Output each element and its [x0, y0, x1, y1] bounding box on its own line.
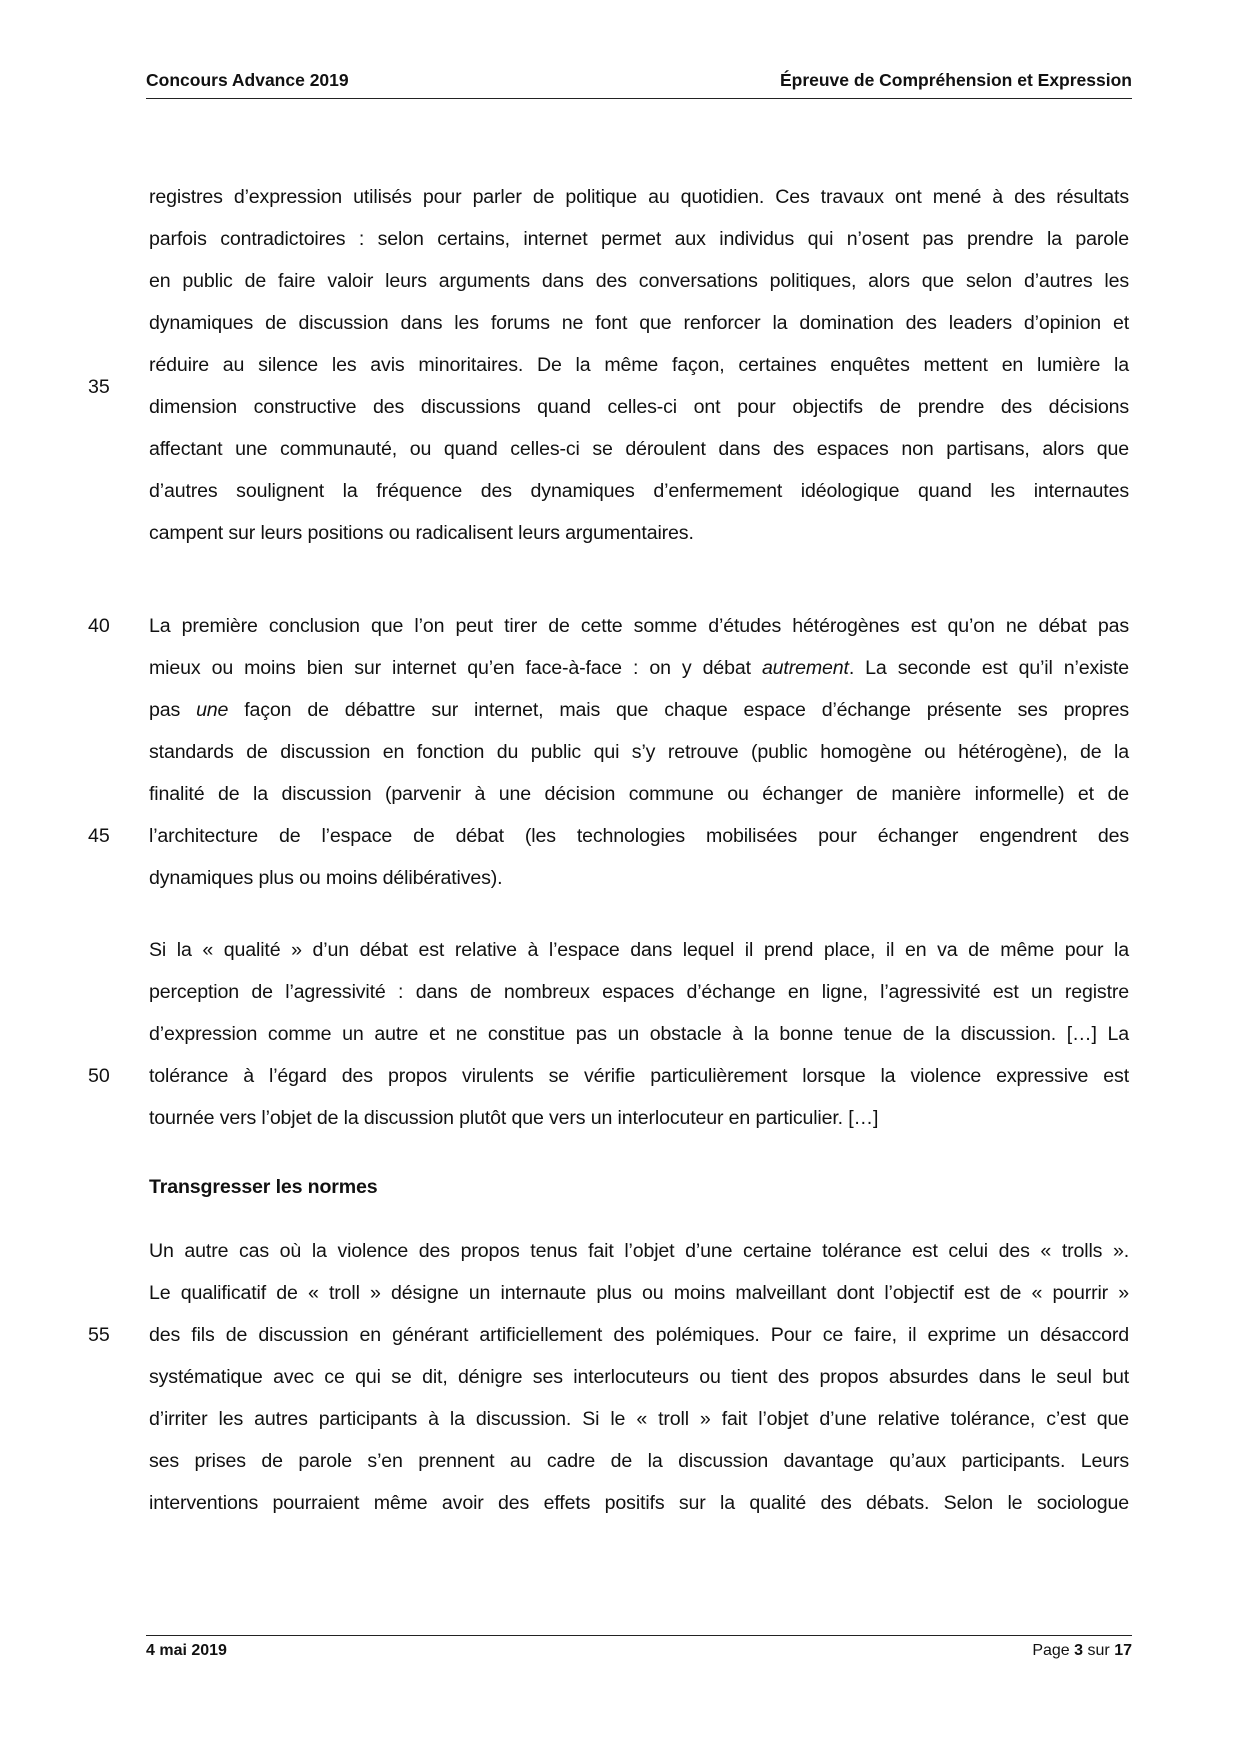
text-line: tournée vers l’objet de la discussion plutôt que vers un interlocuteur en particulier. […]: [149, 1107, 879, 1129]
text-line: dynamiques de discussion dans les forums ne font que renforcer la domination des leaders d’opinion et: [149, 312, 1129, 334]
paragraph-4: [149, 1230, 1129, 1524]
text-line: systématique avec ce qui se dit, dénigre ses interlocuteurs ou tient des propos absurdes dans le seul but: [149, 1366, 1129, 1388]
page-current: 3: [1074, 1642, 1084, 1659]
text-line: mieux ou moins bien sur internet qu’en face-à-face : on y débat autrement. La seconde est qu’il n’existe: [149, 657, 1129, 679]
paragraph-2: [149, 605, 1129, 899]
line-number: 35: [88, 376, 110, 398]
text-line: dimension constructive des discussions quand celles-ci ont pour objectifs de prendre des décisions: [149, 396, 1129, 418]
page-sep: sur: [1087, 1642, 1110, 1659]
page-indicator: [1032, 1642, 1132, 1660]
text-line: ses prises de parole s’en prennent au cadre de la discussion davantage qu’aux participants. Leurs: [149, 1450, 1129, 1472]
text-line: Un autre cas où la violence des propos tenus fait l’objet d’une certaine tolérance est celui des « trolls ».: [149, 1240, 1129, 1262]
text-line: campent sur leurs positions ou radicalisent leurs argumentaires.: [149, 522, 694, 544]
paragraph-1: [149, 176, 1129, 554]
text-line: d’irriter les autres participants à la discussion. Si le « troll » fait l’objet d’une relative tolérance, c’est que: [149, 1408, 1129, 1430]
page-total: 17: [1114, 1642, 1132, 1659]
text-line: dynamiques plus ou moins délibératives).: [149, 867, 503, 889]
text-line: en public de faire valoir leurs arguments dans des conversations politiques, alors que selon d’autres les: [149, 270, 1129, 292]
text-line: l’architecture de l’espace de débat (les technologies mobilisées pour échanger engendrent des: [149, 825, 1129, 847]
page-word: Page: [1032, 1642, 1070, 1659]
line-number: 50: [88, 1065, 110, 1087]
text-line: parfois contradictoires : selon certains, internet permet aux individus qui n’osent pas prendre la parole: [149, 228, 1129, 250]
section-heading: [149, 1166, 1129, 1208]
text-line: affectant une communauté, ou quand celles-ci se déroulent dans des espaces non partisans, alors que: [149, 438, 1129, 460]
text-line: La première conclusion que l’on peut tirer de cette somme d’études hétérogènes est qu’on ne débat pas: [149, 615, 1129, 637]
line-number: 45: [88, 825, 110, 847]
paragraph-3: [149, 929, 1129, 1139]
text-line: pas une façon de débattre sur internet, mais que chaque espace d’échange présente ses propres: [149, 699, 1129, 721]
line-number: 40: [88, 615, 110, 637]
text-line: finalité de la discussion (parvenir à une décision commune ou échanger de manière informelle) et de: [149, 783, 1129, 805]
text-line: perception de l’agressivité : dans de nombreux espaces d’échange en ligne, l’agressivité est un registre: [149, 981, 1129, 1003]
heading-text: Transgresser les normes: [149, 1176, 378, 1198]
text-line: réduire au silence les avis minoritaires. De la même façon, certaines enquêtes mettent en lumière la: [149, 354, 1129, 376]
text-line: tolérance à l’égard des propos virulents se vérifie particulièrement lorsque la violence expressive est: [149, 1065, 1129, 1087]
text-line: registres d’expression utilisés pour parler de politique au quotidien. Ces travaux ont mené à des résultats: [149, 186, 1129, 208]
text-line: standards de discussion en fonction du public qui s’y retrouve (public homogène ou hétérogène), de la: [149, 741, 1129, 763]
text-line: des fils de discussion en générant artificiellement des polémiques. Pour ce faire, il exprime un désaccord: [149, 1324, 1129, 1346]
footer-date: 4 mai 2019: [146, 1642, 227, 1659]
text-line: Si la « qualité » d’un débat est relative à l’espace dans lequel il prend place, il en va de même pour la: [149, 939, 1129, 961]
header-left: Concours Advance 2019: [146, 70, 349, 90]
text-line: d’autres soulignent la fréquence des dynamiques d’enfermement idéologique quand les internautes: [149, 480, 1129, 502]
header-right: Épreuve de Compréhension et Expression: [779, 70, 1132, 90]
text-line: interventions pourraient même avoir des effets positifs sur la qualité des débats. Selon le sociologue: [149, 1492, 1129, 1514]
text-line: Le qualificatif de « troll » désigne un internaute plus ou moins malveillant dont l’objectif est de « pourrir »: [149, 1282, 1129, 1304]
page-footer: [146, 1635, 1132, 1660]
line-number: 55: [88, 1324, 110, 1346]
text-line: d’expression comme un autre et ne constitue pas un obstacle à la bonne tenue de la discussion. […] La: [149, 1023, 1129, 1045]
